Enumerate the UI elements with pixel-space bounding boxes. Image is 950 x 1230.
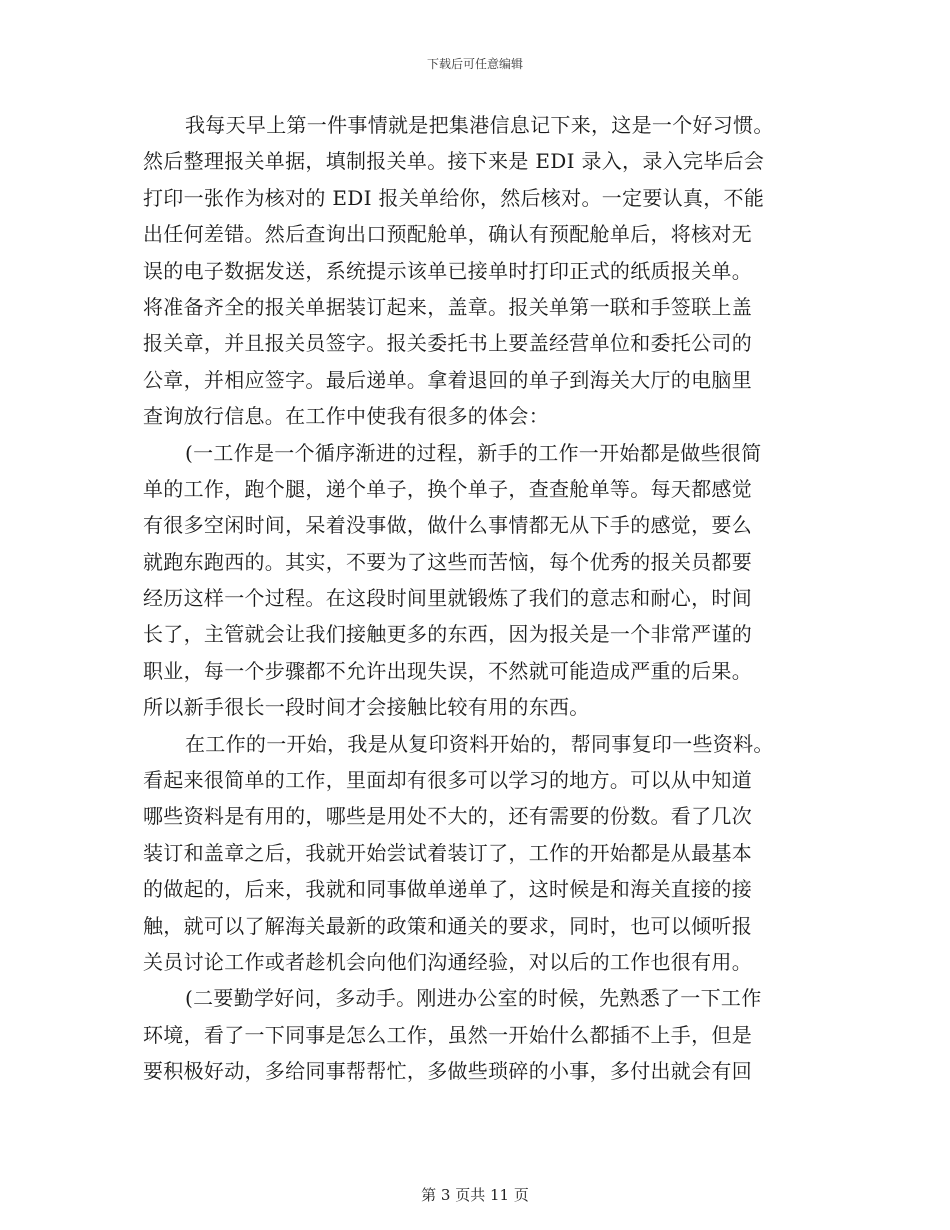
text-line: 经历这样一个过程。在这段时间里就锻炼了我们的意志和耐心，时间: [143, 586, 752, 611]
text-line: 就跑东跑西的。其实，不要为了这些而苦恼，每个优秀的报关员都要: [143, 549, 752, 574]
text-line: 误的电子数据发送，系统提示该单已接单时打印正式的纸质报关单。: [143, 258, 752, 283]
text-line: 哪些资料是有用的，哪些是用处不大的，还有需要的份数。看了几次: [143, 804, 752, 829]
text-line: 要积极好动，多给同事帮帮忙，多做些琐碎的小事，多付出就会有回: [143, 1059, 752, 1084]
text-line: 触，就可以了解海关最新的政策和通关的要求，同时，也可以倾听报: [143, 913, 752, 938]
text-line: 将准备齐全的报关单据装订起来，盖章。报关单第一联和手签联上盖: [143, 294, 752, 319]
page-number-footer: 第 3 页共 11 页: [421, 1186, 529, 1204]
text-line: (一工作是一个循序渐进的过程，新手的工作一开始都是做些很简: [185, 440, 762, 465]
text-line: 公章，并相应签字。最后递单。拿着退回的单子到海关大厅的电脑里: [143, 367, 752, 392]
text-line: 看起来很简单的工作，里面却有很多可以学习的地方。可以从中知道: [143, 768, 752, 793]
text-line: (二要勤学好问，多动手。刚进办公室的时候，先熟悉了一下工作: [185, 986, 762, 1011]
text-line: 有很多空闲时间，呆着没事做，做什么事情都无从下手的感觉，要么: [143, 513, 752, 538]
text-line: 出任何差错。然后查询出口预配舱单，确认有预配舱单后，将核对无: [143, 222, 752, 247]
text-line: 环境，看了一下同事是怎么工作，虽然一开始什么都插不上手，但是: [143, 1022, 752, 1047]
text-line: 单的工作，跑个腿，递个单子，换个单子，查查舱单等。每天都感觉: [143, 476, 752, 501]
text-line: 职业，每一个步骤都不允许出现失误，不然就可能造成严重的后果。: [143, 658, 752, 683]
text-line: 我每天早上第一件事情就是把集港信息记下来，这是一个好习惯。: [185, 113, 774, 137]
text-line: 然后整理报关单据，填制报关单。接下来是 EDI 录入，录入完毕后会: [143, 149, 765, 174]
text-line: 所以新手很长一段时间才会接触比较有用的东西。: [143, 695, 590, 720]
text-line: 关员讨论工作或者趁机会向他们沟通经验，对以后的工作也很有用。: [143, 949, 752, 974]
page-header: 下载后可任意编辑: [426, 57, 523, 71]
text-line: 在工作的一开始，我是从复印资料开始的，帮同事复印一些资料。: [185, 731, 774, 756]
text-line: 打印一张作为核对的 EDI 报关单给你，然后核对。一定要认真，不能: [143, 185, 765, 210]
text-line: 装订和盖章之后，我就开始尝试着装订了，工作的开始都是从最基本: [143, 840, 752, 865]
text-line: 报关章，并且报关员签字。报关委托书上要盖经营单位和委托公司的: [143, 331, 752, 356]
text-line: 的做起的，后来，我就和同事做单递单了，这时候是和海关直接的接: [143, 877, 752, 902]
document-body: [143, 107, 813, 1090]
text-line: 长了，主管就会让我们接触更多的东西，因为报关是一个非常严谨的: [143, 622, 752, 647]
text-line: 查询放行信息。在工作中使我有很多的体会：: [143, 404, 549, 429]
